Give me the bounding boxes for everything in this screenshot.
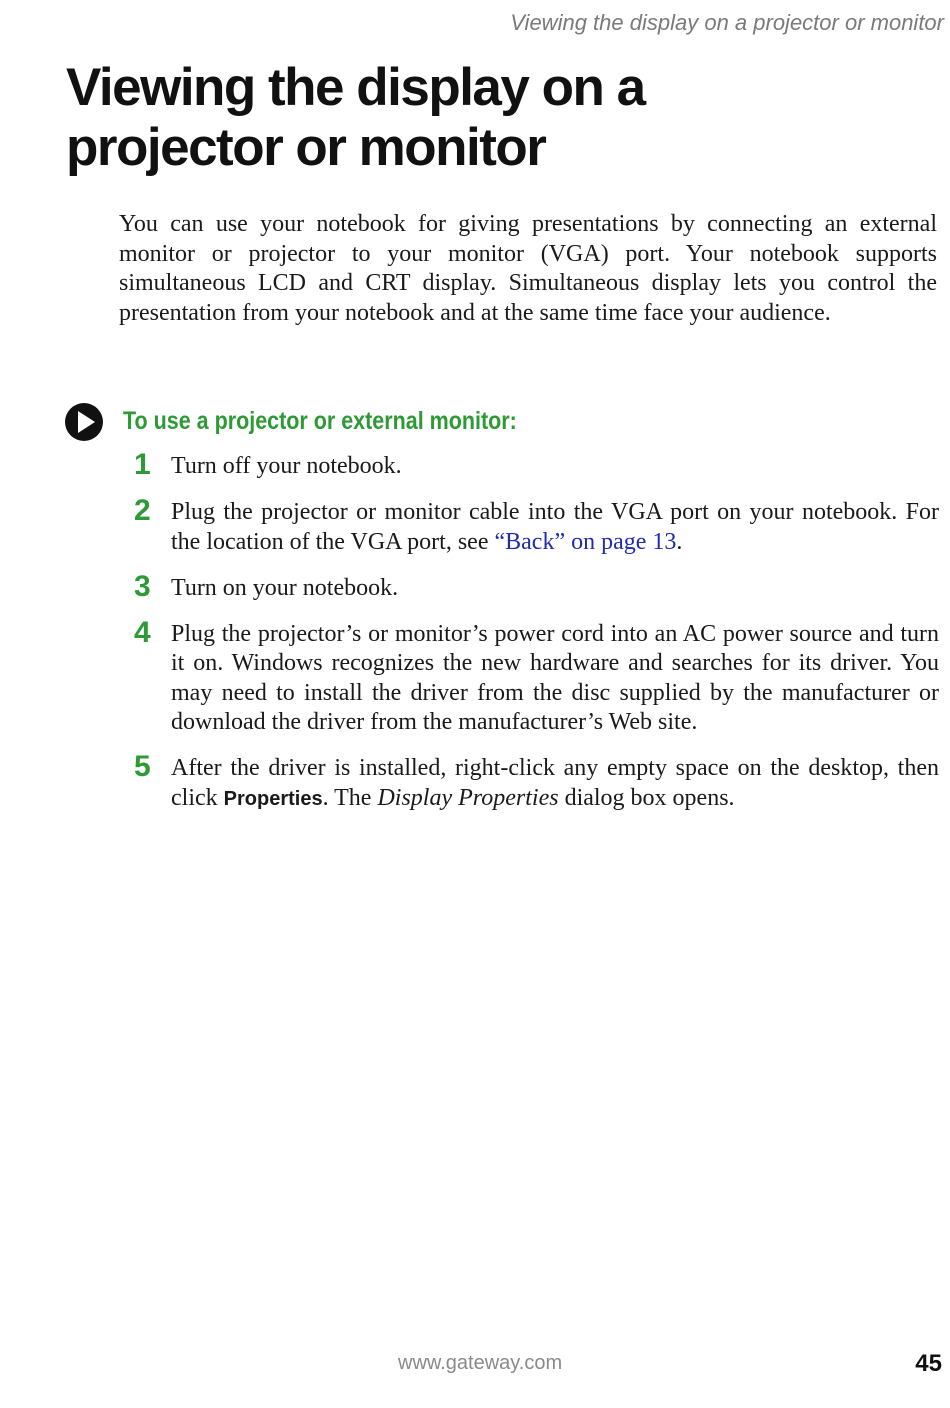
- step-number: 4: [134, 616, 151, 650]
- step-text-part: .: [676, 528, 683, 555]
- step-text-part: dialog box opens.: [558, 784, 735, 811]
- footer-url: www.gateway.com: [398, 1352, 563, 1374]
- step-text-part: After the driver is installed, right-click any empty space on the desktop, then click: [171, 755, 939, 811]
- procedure-heading: To use a projector or external monitor:: [123, 407, 517, 435]
- page-title-line-2: projector or monitor: [66, 118, 546, 177]
- play-arrow-icon: [64, 402, 104, 442]
- step-text: Turn off your notebook.: [171, 453, 402, 479]
- page-title-line-1: Viewing the display on a: [66, 58, 645, 117]
- step-1: [0, 448, 950, 481]
- step-text: Turn on your notebook.: [171, 574, 399, 601]
- running-header: Viewing the display on a projector or monitor: [510, 10, 944, 35]
- emphasis-display-properties: Display Properties: [377, 784, 559, 811]
- page-title: [66, 58, 926, 178]
- step-text: Plug the projector’s or monitor’s power cord into an AC power source and turn it on. Windows recognizes the new hardware and searches for its driver. You may need to install the driver from the disc supplied by the manufacturer or download the driver from the manufacturer’s Web site.: [171, 621, 939, 736]
- step-2: [0, 494, 950, 557]
- cross-reference-link[interactable]: “Back” on page 13: [494, 528, 677, 555]
- ui-term-properties: Properties: [223, 787, 323, 810]
- page-number: 45: [915, 1350, 942, 1377]
- step-number: 1: [134, 448, 151, 481]
- step-number: 2: [134, 494, 151, 528]
- step-3: [0, 569, 950, 603]
- intro-paragraph: You can use your notebook for giving presentations by connecting an external monitor or projector to your monitor (VGA) port. Your notebook supports simultaneous LCD and CRT display. Simultaneous display lets you control the presentation from your notebook and at the same time face your audience.: [119, 211, 937, 326]
- step-4: [0, 616, 950, 737]
- step-number: 5: [134, 750, 151, 784]
- step-text: [171, 498, 939, 557]
- step-5: [0, 750, 950, 814]
- step-number: 3: [134, 569, 151, 603]
- steps-list: [0, 448, 950, 831]
- step-text-part: . The: [322, 784, 378, 811]
- step-text-part: Plug the projector or monitor cable into the VGA port on your notebook. For the location of the VGA port, see: [171, 499, 939, 555]
- step-text: [171, 754, 939, 814]
